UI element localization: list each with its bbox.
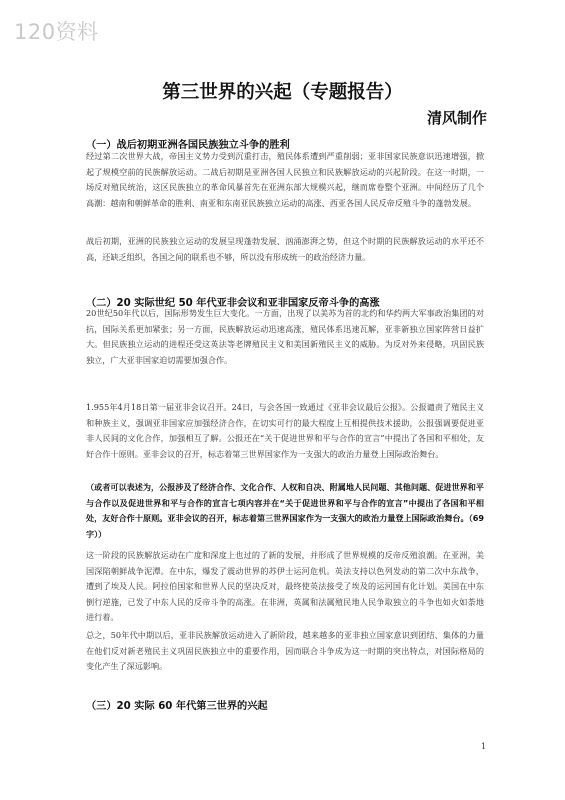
- section-heading-1: （一）战后初期亚洲各国民族独立斗争的胜利: [86, 140, 290, 151]
- page-number: 1: [481, 742, 487, 751]
- section-heading-3: （三）20 实际 60 年代第三世界的兴起: [86, 701, 268, 712]
- paragraph: 经过第二次世界大战，帝国主义势力受到沉重打击，殖民体系遭到严重削弱；亚非国家民族意识迅速增强，掀起了规模空前的民族解放运动。二战后初期是亚洲各国人民独立和民族解放运动的兴起阶段。在这一时期，一场反对殖民统治，这区民族独立的革命风暴首先在亚洲东部大规模兴起，继而席卷整个亚洲。中间经历了几个高潮：越南和朝鲜革命的胜利、南亚和东南亚民族独立运动的高涨、西亚各国人民反帝反殖斗争的蓬勃发展。: [86, 151, 484, 208]
- paragraph: 这一阶段的民族解放运动在广度和深度上也过的了新的发展，并形成了世界规模的反帝反殖浪潮。在亚洲，美国深陷朝鲜战争泥潭。在中东，爆发了震动世界的苏伊士运河危机。英法支持以色列发动的第二次中东战争，遭到了埃及人民。阿拉伯国家和世界人民的坚决反对，最终使英法接受了埃及的运河国有化计划。美国在中东倒行逆施，已发了中东人民的反帝斗争的高涨。在非洲，英属和法属殖民地人民争取独立的斗争也如火如荼地进行着。: [86, 550, 484, 623]
- paragraph: 1.955年4月18日第一届亚非会议召开。24日，与会各国一致通过《亚非会议最后公报》。公报谴责了殖民主义和种族主义，强调亚非国家应加强经济合作，在切实可行的最大程度上互相提供技术援助，公报强调要促进亚非人民间的文化合作，加强相互了解。公报还在“关于促进世界和平与合作的宣言”中提出了各国和平相处，友好合作十原则。亚非会议的召开，标志着第三世界国家作为一支强大的政治力量登上国际政治舞台。: [86, 402, 484, 459]
- document-title: 第三世界的兴起（专题报告）: [162, 82, 403, 103]
- paragraph-bold: （或者可以表述为，公报涉及了经济合作、文化合作、人权和自决、附属地人民问题、其他问题、促进世界和平与合作以及促进世界和平与合作的宣言七项内容并在“关于促进世界和平与合作的宣言”中提出了各国和平相处，友好合作十原则。亚非会议的召开，标志着第三世界国家作为一支强大的政治力量登上国际政治舞台。（69字））: [86, 482, 484, 539]
- section-heading-2: （二）20 实际世纪 50 年代亚非会议和亚非国家反帝斗争的高涨: [86, 298, 380, 309]
- paragraph: 战后初期，亚洲的民族独立运动的发展呈现蓬勃发展、汹涌澎湃之势，但这个时期的民族解放运动的水平还不高，还缺乏组织，各国之间的联系也不够，所以没有形成统一的政治经济力量。: [86, 236, 484, 262]
- author: 清风制作: [426, 109, 487, 127]
- paragraph: 20世纪50年代以后，国际形势发生巨大变化。一方面，出现了以美苏为首的北约和华约两大军事政治集团的对抗，国际关系更加紧张；另一方面，民族解放运动迅速高涨，殖民体系迅速瓦解，亚非新独立国家阵营日益扩大。但民族独立运动的进程还受这英法等老牌殖民主义和美国新殖民主义的威胁。为反对外来侵略，巩固民族独立，广大亚非国家迫切需要加强合作。: [86, 308, 484, 365]
- watermark: 120资料: [14, 20, 99, 44]
- paragraph: 总之，50年代中期以后，亚非民族解放运动进入了新阶段，越来越多的亚非独立国家意识到团结、集体的力量在他们反对新老殖民主义巩固民族独立中的重要作用，因而联合斗争成为这一时期的突出特点，对国际格局的变化产生了深远影响。: [86, 630, 484, 672]
